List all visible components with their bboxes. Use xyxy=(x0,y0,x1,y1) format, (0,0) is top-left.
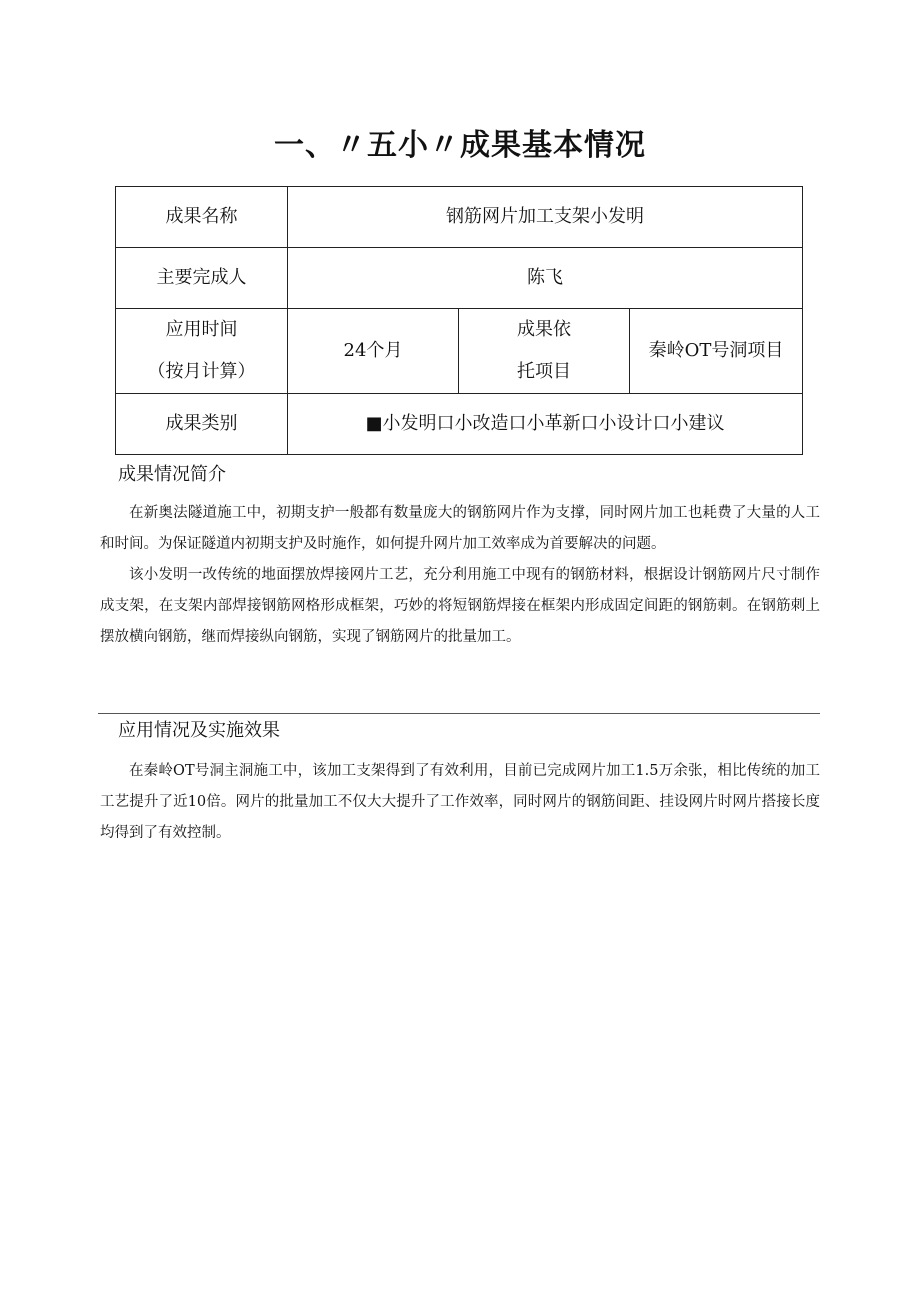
section1-paragraph-2: 该小发明一改传统的地面摆放焊接网片工艺，充分利用施工中现有的钢筋材料，根据设计钢筋网片尺寸制作成支架，在支架内部焊接钢筋网格形成框架，巧妙的将短钢筋焊接在框架内形成固定间距的钢筋刺。在钢筋刺上摆放横向钢筋，继而焊接纵向钢筋，实现了钢筋网片的批量加工。 xyxy=(100,567,820,645)
name-label: 成果名称 xyxy=(116,187,288,248)
table-row xyxy=(116,309,803,394)
table-row xyxy=(116,187,803,248)
project-label-line1: 成果依 xyxy=(517,319,571,340)
category-value: ■小发明口小改造口小革新口小设计口小建议 xyxy=(288,394,803,455)
table-row xyxy=(116,394,803,455)
page-title: 一、〃五小〃成果基本情况 xyxy=(274,128,646,163)
section-divider xyxy=(98,713,820,714)
project-label-cell xyxy=(459,309,630,394)
time-label-line1: 应用时间 xyxy=(165,319,238,340)
achievement-info-table xyxy=(115,186,803,455)
person-value: 陈飞 xyxy=(288,248,803,309)
person-label: 主要完成人 xyxy=(116,248,288,309)
category-label: 成果类别 xyxy=(116,394,288,455)
time-label-line2: （按月计算） xyxy=(147,361,256,382)
table-row xyxy=(116,248,803,309)
section1-heading: 成果情况简介 xyxy=(118,464,226,485)
time-label-cell xyxy=(116,309,288,394)
section2-paragraph-1: 在秦岭OT号洞主洞施工中，该加工支架得到了有效利用，目前已完成网片加工1.5万余张，相比传统的加工工艺提升了近10倍。网片的批量加工不仅大大提升了工作效率，同时网片的钢筋间距、挂设网片时网片搭接长度均得到了有效控制。 xyxy=(100,763,820,841)
section2-heading: 应用情况及实施效果 xyxy=(118,720,280,741)
section1-paragraph-1: 在新奥法隧道施工中，初期支护一般都有数量庞大的钢筋网片作为支撑，同时网片加工也耗费了大量的人工和时间。为保证隧道内初期支护及时施作，如何提升网片加工效率成为首要解决的问题。 xyxy=(100,505,820,552)
name-value: 钢筋网片加工支架小发明 xyxy=(288,187,803,248)
time-value: 24个月 xyxy=(288,309,459,394)
project-value: 秦岭OT号洞项目 xyxy=(630,309,803,394)
project-label-line2: 托项目 xyxy=(517,361,571,382)
